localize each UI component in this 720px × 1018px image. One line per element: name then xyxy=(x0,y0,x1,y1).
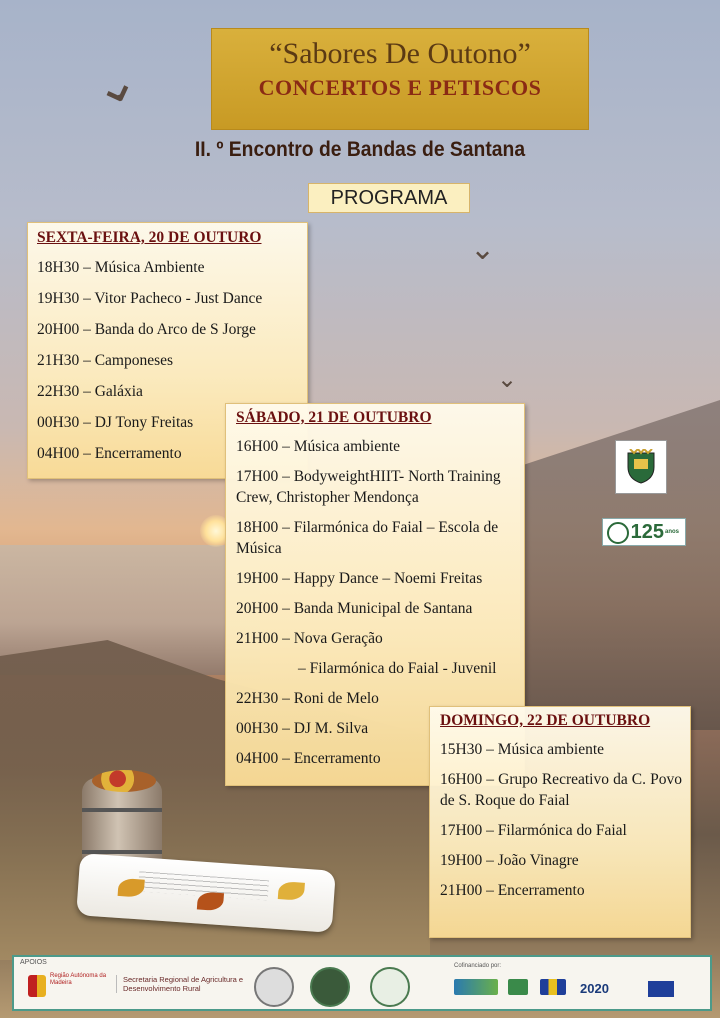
list-item: 22H30 – Roni de Melo xyxy=(236,690,379,707)
madeira-flag-icon xyxy=(540,979,566,995)
fruit-illustration xyxy=(92,770,156,792)
list-item: 21H00 – Encerramento xyxy=(440,882,585,899)
event-title: “Sabores De Outono” xyxy=(269,37,531,70)
sponsors-footer xyxy=(12,955,712,1011)
list-item: 17H00 – BodyweightHIIT- North Training Crew, Christopher Mendonça xyxy=(236,468,501,506)
madeira-text: Região Autónoma da Madeira xyxy=(50,973,107,986)
anniversary-125-logo xyxy=(602,518,686,546)
list-item: 04H00 – Encerramento xyxy=(37,445,182,462)
programa-2020-text: 2020 xyxy=(580,981,609,996)
list-item: 00H30 – DJ Tony Freitas xyxy=(37,414,194,431)
list-item: 21H00 – Nova Geração xyxy=(236,630,383,647)
list-item: 19H00 – Happy Dance – Noemi Freitas xyxy=(236,570,483,587)
program-logo-icon xyxy=(508,979,528,995)
list-item: 16H00 – Música ambiente xyxy=(236,438,401,455)
adce-emblem-icon xyxy=(370,967,410,1007)
apoio-label: APOIOS xyxy=(20,959,47,966)
list-item: 21H30 – Camponeses xyxy=(37,352,174,369)
madeira-mark-icon xyxy=(28,975,46,997)
sunday-heading: DOMINGO, 22 DE OUTUBRO xyxy=(440,712,651,729)
list-item: – Filarmónica do Faial - Juvenil xyxy=(298,660,497,677)
list-item: 18H30 – Música Ambiente xyxy=(37,259,205,276)
programa-label: PROGRAMA xyxy=(308,183,470,213)
list-item: 15H30 – Música ambiente xyxy=(440,741,605,758)
list-item: 20H00 – Banda do Arco de S Jorge xyxy=(37,321,256,338)
leaf-icon xyxy=(278,881,305,901)
saturday-heading: SÁBADO, 21 DE OUTUBRO xyxy=(236,409,432,426)
list-item: 20H00 – Banda Municipal de Santana xyxy=(236,600,473,617)
list-item: 22H30 – Galáxia xyxy=(37,383,143,400)
list-item: 04H00 – Encerramento xyxy=(236,750,381,767)
circle-emblem-icon xyxy=(310,967,350,1007)
list-item: 17H00 – Filarmónica do Faial xyxy=(440,822,627,839)
event-subtitle: CONCERTOS E PETISCOS xyxy=(258,75,542,100)
leaf-icon xyxy=(118,878,145,898)
leaf-icon xyxy=(197,891,224,911)
bird-icon: ⌄ xyxy=(82,46,147,121)
santana-crest-icon xyxy=(254,967,294,1007)
list-item: 18H00 – Filarmónica do Faial – Escola de Música xyxy=(236,519,499,557)
title-banner xyxy=(211,28,589,130)
santana-crest-icon xyxy=(615,440,667,494)
bird-icon: ⌄ xyxy=(470,232,496,267)
bird-icon: ⌄ xyxy=(497,365,518,393)
encontro-heading: II. º Encontro de Bandas de Santana xyxy=(194,138,526,161)
anniversary-suffix: anos xyxy=(664,529,679,535)
secretaria-text: Secretaria Regional de Agricultura e Desenvolvimento Rural xyxy=(116,975,246,993)
list-item: 00H30 – DJ M. Silva xyxy=(236,720,369,737)
eu-flag-icon xyxy=(648,981,674,997)
madeira-logo-icon xyxy=(28,973,114,1003)
list-item: 19H30 – Vitor Pacheco - Just Dance xyxy=(37,290,263,307)
friday-heading: SEXTA-FEIRA, 20 DE OUTURO xyxy=(37,229,262,246)
anniversary-number: 125 xyxy=(630,520,664,543)
shield-icon xyxy=(626,449,656,485)
sunday-schedule xyxy=(429,706,691,938)
list-item: 16H00 – Grupo Recreativo da C. Povo de S. Roque do Faial xyxy=(440,771,682,809)
list-item: 19H00 – João Vinagre xyxy=(440,852,579,869)
program-logo-icon xyxy=(454,979,498,995)
seal-icon xyxy=(607,522,629,544)
cofinanciado-label: Cofinanciado por: xyxy=(454,963,502,969)
